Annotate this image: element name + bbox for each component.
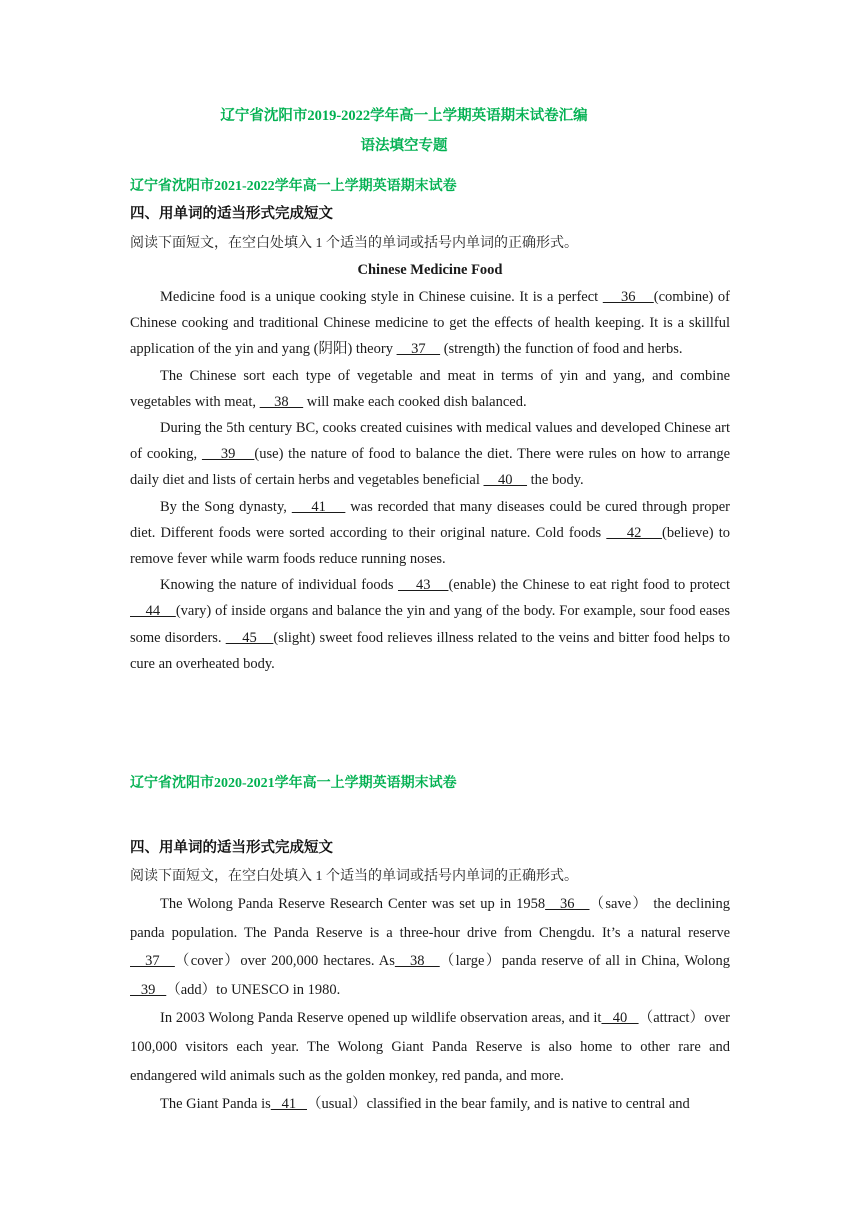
text-run: (use) the nature of food to balance the diet. There were rules on how to arrange daily diet and lists of certain herbs and vegetables beneficial [130, 446, 730, 489]
text-run: (slight) sweet food relieves illness related to the veins and bitter food helps to cure an overheated body. [130, 629, 731, 672]
text-run: The Wolong Panda Reserve Research Center was set up in 1958 [160, 896, 546, 912]
blank-41[interactable]: 41 [291, 498, 346, 515]
passage-title: Chinese Medicine Food [357, 262, 503, 278]
section2-instruction: 阅读下面短文，在空白处填入 1 个适当的单词或括号内单词的正确形式。 [130, 869, 578, 884]
section1-heading: 四、用单词的适当形式完成短文 [130, 206, 333, 222]
blank-38[interactable]: 38 [394, 953, 440, 970]
section-label-2021-2022: 辽宁省沈阳市2021-2022学年高一上学期英语期末试卷 [130, 179, 457, 194]
blank-39[interactable]: 39 [201, 446, 255, 463]
document-title: 辽宁省沈阳市2019-2022学年高一上学期英语期末试卷汇编 [220, 108, 588, 124]
blank-36[interactable]: 36 [602, 289, 654, 305]
section1-passage [130, 284, 730, 677]
blank-36[interactable]: 36 [545, 896, 590, 912]
section2-passage [130, 890, 730, 1119]
paragraph [130, 890, 730, 1004]
section-label-2020-2021: 辽宁省沈阳市2020-2021学年高一上学期英语期末试卷 [130, 776, 457, 791]
paragraph [130, 494, 730, 573]
blank-37[interactable]: 37 [130, 953, 175, 970]
text-run: During the 5th century BC, cooks created cuisines with medical values and developed Chinese art of cooking, [130, 420, 730, 463]
blank-38[interactable]: 38 [259, 393, 304, 410]
text-run: Knowing the nature of individual foods [160, 577, 398, 594]
text-run: will make each cooked dish balanced. [303, 393, 527, 410]
section1-instruction: 阅读下面短文，在空白处填入 1 个适当的单词或括号内单词的正确形式。 [130, 236, 578, 251]
text-run: Medicine food is a unique cooking style in Chinese cuisine. It is a perfect [160, 289, 603, 305]
section2-heading: 四、用单词的适当形式完成短文 [130, 840, 333, 856]
blank-37[interactable]: 37 [396, 341, 441, 358]
text-run: （large）panda reserve of all in China, Wolong [439, 953, 730, 970]
text-run: (combine) of Chinese cooking and traditional Chinese medicine to get the effects of health keeping. It is a skillful application of the yin and yang (阴阳) theory [130, 289, 731, 358]
text-run: （usual）classified in the bear family, and is native to central and [307, 1096, 690, 1113]
text-run: （save） the declining panda population. The Panda Reserve is a three-hour drive from Chengdu. It’s a natural reserve [130, 896, 731, 941]
text-run: （add）to UNESCO in 1980. [166, 981, 341, 998]
text-run: (believe) to remove fever while warm foods reduce running noses. [130, 524, 731, 568]
text-run: （cover）over 200,000 hectares. As [174, 953, 395, 970]
text-run: The Giant Panda is [160, 1096, 271, 1113]
text-run: (strength) the function of food and herbs. [440, 341, 683, 358]
blank-43[interactable]: 43 [397, 577, 449, 594]
paragraph [130, 284, 730, 363]
text-run: （attract）over 100,000 visitors each year. The Wolong Giant Panda Reserve is also home to other rare and endangered wild animals such as the golden monkey, red panda, and more. [130, 1010, 730, 1084]
blank-42[interactable]: 42 [606, 524, 663, 541]
paragraph [130, 1090, 730, 1119]
blank-45[interactable]: 45 [225, 629, 274, 646]
paragraph [130, 572, 730, 677]
document-subtitle: 语法填空专题 [360, 138, 448, 154]
blank-39[interactable]: 39 [130, 981, 167, 998]
text-run: By the Song dynasty, [160, 498, 292, 515]
blank-40[interactable]: 40 [483, 472, 528, 489]
paragraph [130, 415, 730, 494]
text-run: was recorded that many diseases could be cured through proper diet. Different foods were sorted according to their original nature. Cold foods [130, 498, 730, 541]
text-run: The Chinese sort each type of vegetable and meat in terms of yin and yang, and combine vegetables with meat, [130, 367, 730, 410]
paragraph [130, 1004, 730, 1090]
blank-41[interactable]: 41 [270, 1096, 307, 1113]
text-run: (vary) of inside organs and balance the yin and yang of the body. For example, sour food eases some disorders. [130, 603, 730, 646]
text-run: (enable) the Chinese to eat right food to protect [448, 577, 731, 594]
text-run: In 2003 Wolong Panda Reserve opened up wildlife observation areas, and it [160, 1010, 602, 1027]
blank-44[interactable]: 44 [130, 603, 176, 620]
text-run: the body. [527, 472, 584, 489]
blank-40[interactable]: 40 [601, 1010, 639, 1027]
paragraph [130, 363, 730, 415]
